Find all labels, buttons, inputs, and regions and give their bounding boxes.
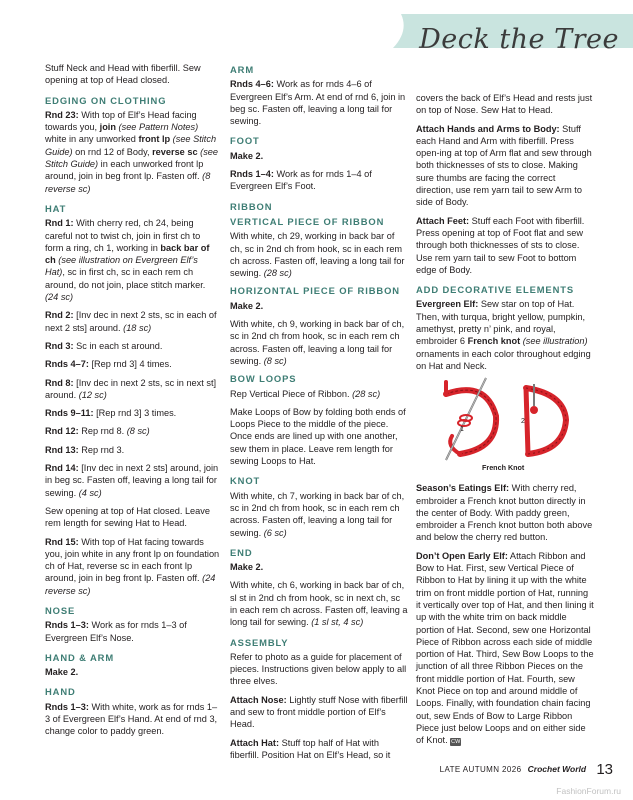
page-number: 13	[596, 761, 613, 778]
text: Work as for rnds 4–6 of Evergreen Elf’s Arm. At end of rnd 6, join in beg sc. Fasten off, leaving a long tail for sewing.	[230, 79, 406, 127]
heading-nose: NOSE	[45, 604, 76, 616]
step-label: Evergreen Elf:	[416, 299, 479, 310]
text: Rep rnd 3.	[78, 444, 125, 455]
text: With white, ch 7, working in back bar of ch, sc in 2nd ch from hook, sc in each rem ch across. Fasten off, leaving a long tail for sewing.	[230, 490, 405, 538]
watermark: FashionForum.ru	[556, 786, 621, 796]
text: Rep Vertical Piece of Ribbon.	[230, 388, 353, 399]
term: French knot	[467, 336, 521, 347]
heading-hat: HAT	[45, 202, 67, 214]
round-label: Rnd 23:	[45, 109, 79, 120]
text: [Inv dec in next 2 sts] around, join in beg sc. Fasten off, leaving a long tail for sewing.	[45, 463, 219, 498]
paragraph-sew-hat: Sew opening at top of Hat closed. Leave rem length for sewing Hat to Head.	[45, 505, 210, 529]
text: With white, ch 29, working in back bar of ch, sc in 2nd ch from hook, sc in each rem ch across. Fasten off, leaving a long tail for sewing.	[230, 231, 405, 279]
magazine-name: Crochet World	[527, 764, 587, 774]
text: Sc in each st around.	[73, 340, 163, 351]
instruction-hand	[45, 701, 220, 738]
header-banner	[383, 10, 633, 55]
heading-ribbon: RIBBON	[230, 200, 273, 212]
stitch-count: (6 sc)	[263, 527, 287, 538]
heading-hand: HAND	[45, 686, 76, 698]
instruction-nose	[45, 619, 220, 644]
stitch-count: (4 sc)	[78, 487, 102, 498]
heading-foot: FOOT	[230, 135, 260, 147]
round-label: Rnds 1–3:	[45, 701, 89, 712]
instruction-hat-rnd8	[45, 377, 220, 402]
end-mark-icon: CW	[451, 739, 461, 746]
text: in each unworked front lp around, join in beg front lp. Fasten off.	[45, 159, 204, 182]
stitch-count: (8 reverse sc)	[45, 171, 211, 194]
make-label: Make 2.	[230, 562, 264, 573]
round-label: Rnd 15:	[45, 536, 79, 547]
heading-edging: EDGING ON CLOTHING	[45, 94, 167, 106]
instruction-hat-rnd4-7	[45, 358, 220, 370]
instruction-hat-rnd13	[45, 444, 220, 456]
text: [Inv dec in next 2 sts, sc in next st] around.	[45, 377, 217, 400]
round-label: Rnd 2:	[45, 310, 74, 321]
text: With top of Hat facing towards you, join white in any front lp on foundation ch of Hat, reverse sc in each front lp around, join in beg front lp. Fasten off.	[45, 536, 220, 584]
step-label: Attach Nose:	[230, 694, 287, 705]
term: reverse sc	[152, 146, 198, 157]
instruction-evergreen	[416, 298, 594, 372]
column-2	[230, 64, 408, 767]
text: ornaments in each color throughout edging on Hat and Neck.	[416, 348, 591, 371]
instruction-end	[230, 579, 408, 628]
step-label: Season’s Eatings Elf:	[416, 483, 510, 494]
step-label: Attach Hands and Arms to Body:	[416, 123, 560, 134]
instruction-hat-rnd1	[45, 217, 220, 303]
round-label: Rnd 13:	[45, 444, 79, 455]
horizontal-make-count	[230, 300, 408, 312]
heading-end: END	[230, 546, 253, 558]
round-label: Rnds 9–11:	[45, 408, 94, 419]
term: join	[99, 122, 116, 133]
step-label: Attach Feet:	[416, 215, 470, 226]
text: With white, ch 6, working in back bar of ch, sl st in 2nd ch from hook, sc in next ch, sc in each rem ch across. Fasten off, leaving a long tail for sewing.	[230, 580, 408, 628]
text: white in any unworked	[45, 134, 139, 145]
make-count	[45, 666, 220, 678]
instruction-dont-open-early	[416, 550, 594, 747]
text: With top of Elf’s Head facing towards you,	[45, 109, 197, 133]
text: Stuff each Hand and Arm with fiberfill. Press open-ing at top of Arm flat and sew through both thicknesses of sts to close. Making sure thumbs are facing the correct direction, use rem yarn tail to sew Arm to side of Body.	[416, 123, 592, 208]
instruction-hat-rnd15	[45, 536, 220, 597]
text: [Rep rnd 3] 4 times.	[88, 359, 172, 370]
instruction-hat-rnd12	[45, 425, 220, 437]
heading-arm: ARM	[230, 64, 255, 75]
figure-step-2: 2	[521, 418, 525, 426]
stitch-count: (18 sc)	[123, 322, 152, 333]
paragraph-continued: covers the back of Elf’s Head and rests just on top of Nose. Sew Hat to Head.	[416, 93, 593, 116]
text: Work as for rnds 1–4 of Evergreen Elf’s Foot.	[230, 169, 372, 192]
text: With cherry red, ch 24, being careful not to twist ch, join in first ch to form a ring, ch 1, working in	[45, 218, 201, 253]
round-label: Rnd 12:	[45, 426, 79, 437]
make-label: Make 2.	[230, 150, 264, 161]
paragraph-intro: Stuff Neck and Head with fiberfill. Sew opening at top of Head closed.	[45, 63, 201, 86]
instruction-bow-loops	[230, 388, 408, 400]
heading-bow-loops: BOW LOOPS	[230, 373, 297, 385]
make-label: Make 2.	[45, 667, 79, 678]
stitch-count: (12 sc)	[78, 389, 107, 400]
column-1	[45, 62, 220, 744]
stitch-count: (8 sc)	[126, 426, 150, 437]
note: (see illustration)	[520, 336, 588, 347]
instruction-hat-rnd14	[45, 462, 220, 499]
instruction-attach-feet	[416, 215, 594, 276]
text: on rnd 12 of Body,	[72, 146, 153, 157]
note: (see Stitch Guide)	[45, 134, 217, 157]
stitch-count: (24 reverse sc)	[45, 573, 216, 596]
page-section-title: Deck the Tree	[419, 24, 619, 55]
foot-make-count	[230, 150, 408, 162]
text: Stuff each Foot with fiberfill. Press opening at top of Foot flat and sew through both thicknesses of sts to close. Use rem yarn tail to sew Foot to bottom edge of Body.	[416, 215, 585, 275]
text: Attach Ribbon and Bow to Hat. First, sew Vertical Piece of Ribbon to Hat by lining it up with the white trim on front middle portion of Hat, running it vertically over top of Hat, and then lining it up with the white trim on back middle portion of Hat. Second, sew one Horizontal Piece of Ribbon across each side of middle portion of Hat. Third, Sew Bow Loops to the junction of all three Ribbon Pieces on the front middle portion of Hat. Fourth, sew Knot Piece on top and around middle of Loops. Finally, with foundation chain facing out, sew Ends of Bow to Large Ribbon Piece just below Loops and on either side of Knot.	[416, 550, 594, 746]
instruction-foot	[230, 168, 408, 193]
text: Lightly stuff Nose with fiberfill and sew to front middle portion of Elf’s Head.	[230, 694, 408, 730]
instruction-arm	[230, 78, 408, 127]
issue-label: LATE AUTUMN 2026	[439, 765, 522, 774]
column-3	[416, 92, 594, 752]
stitch-count: (1 sl st, 4 sc)	[311, 617, 364, 628]
french-knot-drawing	[416, 376, 594, 468]
stitch-count: (8 sc)	[263, 355, 287, 366]
note: (see Stitch Guide)	[45, 146, 219, 170]
text: Work as for rnds 1–3 of Evergreen Elf’s Nose.	[45, 620, 187, 643]
instruction-attach-hands	[416, 123, 594, 209]
instruction-seasons-eatings	[416, 482, 594, 543]
text: [Rep rnd 3] 3 times.	[93, 408, 177, 419]
figure-step-1: 1	[460, 426, 464, 434]
heading-horizontal-ribbon: HORIZONTAL PIECE OF RIBBON	[230, 285, 400, 297]
heading-decorative: ADD DECORATIVE ELEMENTS	[416, 284, 575, 296]
stitch-count: (28 sc)	[263, 268, 292, 279]
note: (see Pattern Notes)	[115, 122, 199, 133]
instruction-horizontal-ribbon	[230, 318, 408, 367]
text: , sc in first ch, sc in each rem ch around, do not join, place stitch marker.	[45, 267, 206, 290]
text: With cherry red, embroider a French knot button directly in the center of Body. With paddy green, embroider a French knot button both above and below the cherry red button.	[416, 483, 593, 543]
paragraph-assembly: Refer to photo as a guide for placement of pieces. Instructions given below apply to all three elves.	[230, 651, 407, 687]
page-footer	[440, 761, 613, 778]
heading-vertical-ribbon: VERTICAL PIECE OF RIBBON	[230, 215, 385, 227]
instruction-edging-rnd23	[45, 109, 220, 195]
instruction-vertical-ribbon	[230, 230, 408, 279]
step-label: Attach Hat:	[230, 737, 280, 748]
figure-caption: French Knot	[482, 462, 525, 472]
round-label: Rnds 1–3:	[45, 620, 89, 631]
instruction-hat-rnd9-11	[45, 407, 220, 419]
instruction-hat-rnd3	[45, 340, 220, 352]
text: Rep rnd 8.	[78, 426, 127, 437]
instruction-knot	[230, 490, 408, 539]
heading-knot: KNOT	[230, 475, 261, 487]
round-label: Rnds 4–6:	[230, 79, 274, 90]
stitch-count: (28 sc)	[352, 388, 381, 399]
round-label: Rnd 8:	[45, 377, 74, 388]
text: Sew star on top of Hat. Then, with turqua, bright yellow, pumpkin, amethyst, pretty n’ pink, and royal, embroider 6	[416, 299, 586, 347]
round-label: Rnds 4–7:	[45, 359, 89, 370]
round-label: Rnd 3:	[45, 340, 74, 351]
text: [Inv dec in next 2 sts, sc in each of next 2 sts] around.	[45, 310, 217, 333]
term: front lp	[138, 134, 171, 145]
text: With white, work as for rnds 1–3 of Evergreen Elf’s Hand. At end of rnd 3, change color to paddy green.	[45, 701, 218, 737]
french-knot-illustration	[416, 376, 594, 476]
text: Stuff top half of Hat with fiberfill. Position Hat on Elf’s Head, so it	[230, 737, 391, 760]
instruction-hat-rnd2	[45, 309, 220, 334]
step-label: Don’t Open Early Elf:	[416, 550, 508, 561]
text: With white, ch 9, working in back bar of ch, sc in 2nd ch from hook, sc in each rem ch across. Fasten off, leaving a long tail for sewing.	[230, 319, 405, 366]
term: back bar of ch	[45, 242, 210, 266]
end-make-count	[230, 561, 408, 573]
make-label: Make 2.	[230, 300, 264, 311]
round-label: Rnd 1:	[45, 218, 74, 229]
note: (see illustration on Evergreen Elf’s Hat)	[45, 255, 198, 278]
heading-assembly: ASSEMBLY	[230, 636, 289, 648]
round-label: Rnd 14:	[45, 463, 79, 474]
paragraph-bow-loops: Make Loops of Bow by folding both ends of Loops Piece to the middle of the piece. Once ends are lined up with one another, sew them in place. Leave rem length for sewing Loops to Hat.	[230, 406, 406, 467]
stitch-count: (24 sc)	[45, 292, 74, 303]
round-label: Rnds 1–4:	[230, 169, 274, 180]
instruction-attach-hat	[230, 737, 408, 762]
heading-hand-arm: HAND & ARM	[45, 651, 115, 663]
instruction-attach-nose	[230, 694, 408, 731]
